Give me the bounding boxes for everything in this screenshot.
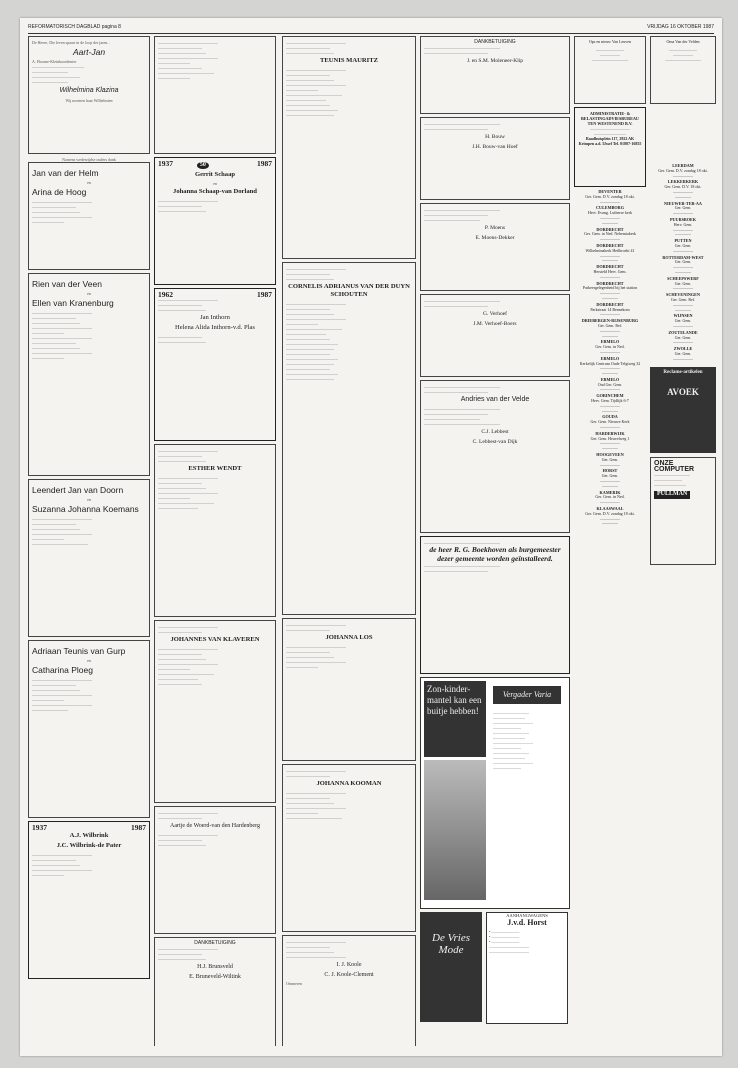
deceased-name: JOHANNA KOOMAN xyxy=(316,780,382,787)
church-item: DRIEBERGEN-RIJSENBURG Ger. Gem. Ref. ————— ———— xyxy=(581,318,639,338)
birth-sub: Wij noemen haar Wilhelmien xyxy=(65,98,113,103)
death-notice: ——————————————— ——————————— JOHANNES VAN KLAVEREN ——————————————— ——————————— ———————————— ——————————————— ———————— —————————————— —————————— ——————————— xyxy=(154,620,276,803)
death-notice-kooman: ——————————————— ——————————— JOHANNA KOOMAN ——————————————— ——————————— ———————————— ——————————————— ———————— —————————————— xyxy=(282,764,416,932)
church-item: LEKKERKERK Ger. Gem. D.V. 18 okt. ————— ———— xyxy=(664,179,702,199)
church-item: GORINCHEM Herv. Gem. Tijdlijk 6-7 ————— ———— xyxy=(591,393,629,413)
ad-title: ONZE COMPUTER xyxy=(654,460,695,473)
church-item: ERMELO Ger. Gem. in Ned. ————— xyxy=(595,339,625,354)
wedding-announcement-1: Jan van der Helm en Arina de Hoog ——————————————— ——————————— ———————————— ——————————————— ———————— xyxy=(28,162,150,270)
birth-name-2: Wilhelmina Klazina xyxy=(59,87,119,94)
store-logo: Vergader Varia xyxy=(493,686,561,704)
signer-2: E. Bruneveld-Wiltink xyxy=(189,974,241,981)
husband-name: Jan Inthorn xyxy=(200,314,230,322)
thanks-koole: ——————————————— ——————————— ———————————— ——————————————— I. J. Koole C. J. Koole-Clement Ommeren xyxy=(282,935,416,1046)
deceased-name: CORNELIS ADRIANUS VAN DER DUYN SCHOUTEN xyxy=(288,283,410,298)
ad-title: de heer R. G. Boekhoven als burgemeester dezer gemeente worden geïnstalleerd. xyxy=(429,545,561,563)
text-block: ——————————————— ——————————— ———————————— ——————————————— ———————— ——————————— —————————————— ———————— xyxy=(154,36,276,154)
church-item: DORDRECHT Ger. Gem. in Ned. Nehemiakerk ————— xyxy=(584,226,636,242)
newspaper-page xyxy=(20,18,722,1056)
anniversary-name-2: A.J. Wilbrink xyxy=(69,832,109,840)
church-item: DORDRECHT Parkstraat 14 Bennekom ————— xyxy=(590,301,630,317)
admin-ad: ADMINISTRATIE- & BELASTINGADVIESBUREAU TEN WESTENEND B.V. —————————— ———————— Raadhuisplein 117, 2922 AK Krimpen a.d. IJssel Tel. 01807-16855 xyxy=(574,107,646,187)
bride-name: Catharina Ploeg xyxy=(32,665,93,675)
burgemeester-ad: ——————————————————— de heer R. G. Boekhoven als burgemeester dezer gemeente worden geïnstalleerd. ——————————————————— ———————————————— xyxy=(420,536,570,674)
groom-name: Rien van der Veen xyxy=(32,279,102,289)
and-text: en xyxy=(87,180,91,185)
signer-2: E. Moens-Dekker xyxy=(475,235,515,241)
year-start: 1937 xyxy=(158,159,173,168)
thanks-title: DANKBETUIGING xyxy=(474,39,516,45)
and-text: en xyxy=(87,658,91,663)
parents-text: A. Hoorne-Kleinkoordenier xyxy=(32,59,77,64)
church-item: SCHEEPSWERF Ger. Gem. ————— xyxy=(667,275,699,291)
column-2 xyxy=(154,36,276,1046)
notice-title: Ops en nieuw Van Leuven xyxy=(588,39,632,44)
thanks-block-3: ——————————————————— ———————————————— —————————————— P. Moens E. Moens-Dekker xyxy=(420,203,570,291)
horst-ad: AANHANGWAGENS J.v.d. Horst • ——————— • ——————— • ——————— —————————— —————————— xyxy=(486,912,568,1024)
golden-anniversary-box: 1937 50 1987 Gerrit Schaap en Johanna Schaap-van Dorland ——————————————— ——————————— ———————————— xyxy=(154,157,276,285)
bride-name: Suzanna Johanna Koemans xyxy=(32,504,139,514)
signer-2: C. Lebbest-van Dijk xyxy=(472,439,518,445)
deceased-name: JOHANNA LOS xyxy=(325,634,373,641)
admin-title: ADMINISTRATIE- & BELASTINGADVIESBUREAU TEN WESTENEND B.V. xyxy=(581,111,639,126)
column-6 xyxy=(650,36,716,1046)
intro-text: De Heere, Die leven spaart in de loop der jaren... xyxy=(32,40,111,45)
church-item: DORDRECHT Wilhelminakerk Heilbroeki 41 ————— ———— xyxy=(585,242,635,263)
church-item: PUTTEN Ger. Gem. ————— xyxy=(673,238,693,253)
year-start: 1937 xyxy=(32,823,47,832)
and-text: en xyxy=(213,181,217,187)
year-end: 1987 xyxy=(131,823,146,832)
signer-2: J.H. Bouw-van Hoef xyxy=(472,144,518,150)
wedding-announcement-2: Rien van der Veen en Ellen van Kranenburg ——————————————— ——————————— ———————————— ——————————————— ———————— ——————————————— ——————————— ———————————— ——————————————— ———————— xyxy=(28,273,150,476)
computer-ad: ONZE COMPUTER ————————— ——————— ———————— PULLMAN xyxy=(650,457,716,565)
death-notice-2: ——————————————— ——————————— Aartje de Woerd-van den Hardenberg ——————————————— ——————————— ———————————— xyxy=(154,806,276,934)
ad-title: Reclame-artikelen xyxy=(663,370,703,376)
church-item: ZOUTELANDE Ger. Gem. ————— xyxy=(668,329,698,345)
reclame-ad xyxy=(650,367,716,453)
horst-title: AANHANGWAGENS xyxy=(506,913,548,918)
thanks-block-4: ——————————————————— ———————————————— G. Verhoef J.M. Verhoef-Boers xyxy=(420,294,570,377)
ad-slogan: Zon-kinder-mantel kan een buitje hebben! xyxy=(424,681,486,757)
bottom-ads xyxy=(420,912,570,1027)
church-listings xyxy=(574,190,646,526)
bride-name: Arina de Hoog xyxy=(32,187,87,197)
anniversary-years xyxy=(32,825,146,830)
church-item: DORDRECHT Hersteld Herv. Gem. ————— xyxy=(593,264,627,279)
signer-1: H.J. Brunsveld xyxy=(197,964,233,971)
header-left: REFORMATORISCH DAGBLAD pagina 8 xyxy=(28,24,121,30)
name: Andries van der Velde xyxy=(460,396,530,403)
church-item: KLAASWAAL Ger. Gem. D.V. zondag 18 okt. ————— ———— xyxy=(585,506,635,526)
birth-notice: ——————————————— ——————————— ———————————— ESTHER WENDT ——————————————— ——————————— ———————————— ——————————————— ———————— —————————————— —————————— xyxy=(154,444,276,617)
child-photo xyxy=(424,760,486,900)
thanks-title: DANKBETUIGING xyxy=(194,940,236,946)
birth-announcement: De Heere, Die leven spaart in de loop der jaren... Aart-Jan A. Hoorne-Kleinkoordenier ————————————— ————————— ———————————— ————————— Wilhelmina Klazina Wij noemen haar Wilhelmien xyxy=(28,36,150,154)
church-item: WIJNSEN Ger. Gem. ————— xyxy=(673,313,693,328)
ad-brand: AVOEK xyxy=(667,387,699,398)
wedding-announcement-4: Adriaan Teunis van Gurp en Catharina Ploeg ——————————————— ——————————— ———————————— ——————————————— ———————— ——————————————— ————————— xyxy=(28,640,150,818)
church-item: PUURSBOEK Herv. Gem. ————— ———— xyxy=(669,216,697,237)
church-item: NIEUWER-TER-AA Ger. Gem. ————— xyxy=(664,200,702,216)
fashion-ad: Zon-kinder-mantel kan een buitje hebben! Vergader Varia ————————— ———————— —————————— ——————— ————————— ———————— —————————— ——————— ————————— ———————— —————————— ——————— xyxy=(420,677,570,909)
column-3 xyxy=(282,36,416,1046)
groom-name: Adriaan Teunis van Gurp xyxy=(32,646,126,656)
admin-address: Raadhuisplein 117, 2922 AK Krimpen a.d. IJssel Tel. 01807-16855 xyxy=(578,136,642,146)
church-item: CULEMBORG Herv. Evang. Lutherse kerk ————— ———— xyxy=(587,205,633,225)
death-notice-cornelis: ——————————————— ——————————— ———————————— CORNELIS ADRIANUS VAN DER DUYN SCHOUTEN ——————————————— ——————————— ———————————— ——————————————— ———————— —————————————— —————————— ——————————— ————————————— ———————————— ——————————— ————————————— ———————————— ——————————— ————————————— ———————————— xyxy=(282,262,416,615)
year-end: 1987 xyxy=(257,159,272,168)
year-start: 1962 xyxy=(158,290,173,299)
groom-name: Jan van der Helm xyxy=(32,168,99,178)
death-notice-johanna: ——————————————— ——————————— JOHANNA LOS ——————————————— ——————————— ———————————— ——————————————— ———————— xyxy=(282,618,416,761)
column-4 xyxy=(420,36,570,1046)
church-item: KAMERIK Ger. Gem. in Ned. ————— xyxy=(595,489,625,505)
horst-name: J.v.d. Horst xyxy=(507,918,547,927)
thanks-block-1: DANKBETUIGING ——————————————————— ———————————————— J. en S.M. Moleneer-Klip xyxy=(420,36,570,114)
pullman-logo: PULLMAN xyxy=(654,491,690,498)
year-end: 1987 xyxy=(257,290,272,299)
signer: G. Verhoef xyxy=(482,311,508,317)
church-item: ZWOLLE Ger. Gem. ————— xyxy=(673,346,693,361)
page-header xyxy=(28,24,714,34)
signer-2: C. J. Koole-Clement xyxy=(324,972,374,978)
church-item: LEERDAM Ger. Gem. D.V. zondag 18 okt. ————— xyxy=(658,163,708,178)
baby-name: ESTHER WENDT xyxy=(188,465,242,472)
column-5 xyxy=(574,36,646,1046)
signer: P. Moens xyxy=(484,225,506,231)
signer-1: I. J. Koole xyxy=(336,962,362,968)
church-item: DEVENTER Ger. Gem. D.V. zondag 18 okt. ————— xyxy=(585,189,635,204)
church-item: SCHEVENINGEN Ger. Gem. Ref. ————— ———— xyxy=(666,292,700,312)
signer: C.J. Lebbest xyxy=(481,429,509,435)
place: Ommeren xyxy=(286,981,302,986)
church-item: HARDERWIJK Ger. Gem. Heuvelweg 1 ————— ———— xyxy=(590,430,630,451)
fifty-emblem: 50 xyxy=(197,162,209,169)
anniversary-box: 1937 1987 A.J. Wilbrink J.C. Wilbrink-de Pater ——————————————— ——————————— ———————————— ——————————————— ———————— xyxy=(28,821,150,979)
wedding-announcement-3: Leendert Jan van Doorn en Suzanna Johanna Koemans ——————————————— ——————————— ———————————— ——————————————— ———————— —————————————— xyxy=(28,479,150,637)
separator-text: Namens wederzijdse ouders dank xyxy=(62,157,116,162)
signer: J. en S.M. Moleneer-Klip xyxy=(466,58,524,65)
anniversary-name: J.C. Wilbrink-de Pater xyxy=(56,842,122,850)
deceased-name: TEUNIS MAURITZ xyxy=(319,57,379,64)
anniversary-box-2: 1962 1987 ——————————————— ——————————— ———————————— Jan Inthorn Helena Alida Inthorn-v.d. Plas ——————————— ———————————— xyxy=(154,288,276,441)
signer: H. Bouw xyxy=(485,134,505,140)
small-notice: Ops en nieuw Van Leuven ——————— ————— ————————— xyxy=(574,36,646,104)
church-item: ERMELO Kerkelijk Centrum Oude Telgtweg 32 ————— ———— xyxy=(579,355,641,376)
devries-logo: De Vries Mode xyxy=(420,912,482,1022)
small-notice: Oma Van der Velden ——————— ————— ————————— xyxy=(650,36,716,104)
signer-2: J.M. Verhoef-Boers xyxy=(473,321,517,327)
thanks-notice: DANKBETUIGING ——————————————— ——————————— ———————————— H.J. Brunsveld E. Bruneveld-Wiltink xyxy=(154,937,276,1046)
and-text: en xyxy=(87,291,91,296)
church-item: ERMELO Oud Ger. Gem. ————— xyxy=(597,376,623,392)
church-item: GOUDA Ger. Gem. Nieuwe Kerk ————— xyxy=(590,414,630,430)
birth-name: Aart-Jan xyxy=(72,47,106,57)
church-item: HOOGEVEEN Ger. Gem. ————— xyxy=(596,452,624,467)
column-1 xyxy=(28,36,150,1046)
wife-name: Johanna Schaap-van Dorland xyxy=(173,188,257,196)
notice-title: Oma Van der Velden xyxy=(666,39,700,44)
groom-name: Leendert Jan van Doorn xyxy=(32,485,124,495)
header-right: VRIJDAG 16 OKTOBER 1987 xyxy=(647,24,714,30)
deceased-name: Aartje de Woerd-van den Hardenberg xyxy=(170,823,260,829)
death-notice-teunis: ——————————————— ——————————— ———————————— TEUNIS MAURITZ ——————————————— ——————————— ———————————— ——————————————— ———————— —————————————— —————————— ——————————— ————————————— ———————————— xyxy=(282,36,416,259)
thanks-block-5: ——————————————————— ———————————————— Andries van der Velde ——————————————————— ———————————————— —————————————— ——————————————————— C.J. Lebbest C. Lebbest-van Dijk xyxy=(420,380,570,533)
church-item: ROTTERDAM-WEST Ger. Gem. ————— ———— xyxy=(662,254,704,274)
church-item: HORST Ger. Gem. ————— ———— xyxy=(600,468,620,488)
thanks-block-2: ——————————————————— ———————————————— H. Bouw J.H. Bouw-van Hoef xyxy=(420,117,570,200)
and-text: en xyxy=(87,497,91,502)
church-listings xyxy=(650,164,716,361)
husband-name: Gerrit Schaap xyxy=(194,171,236,179)
wife-name: Helena Alida Inthorn-v.d. Plas xyxy=(175,324,255,332)
bride-name: Ellen van Kranenburg xyxy=(32,298,114,308)
church-item: DORDRECHT Parkeergelegenheid bij het station ————— ———— xyxy=(582,280,638,300)
deceased-name: JOHANNES VAN KLAVEREN xyxy=(170,636,260,643)
